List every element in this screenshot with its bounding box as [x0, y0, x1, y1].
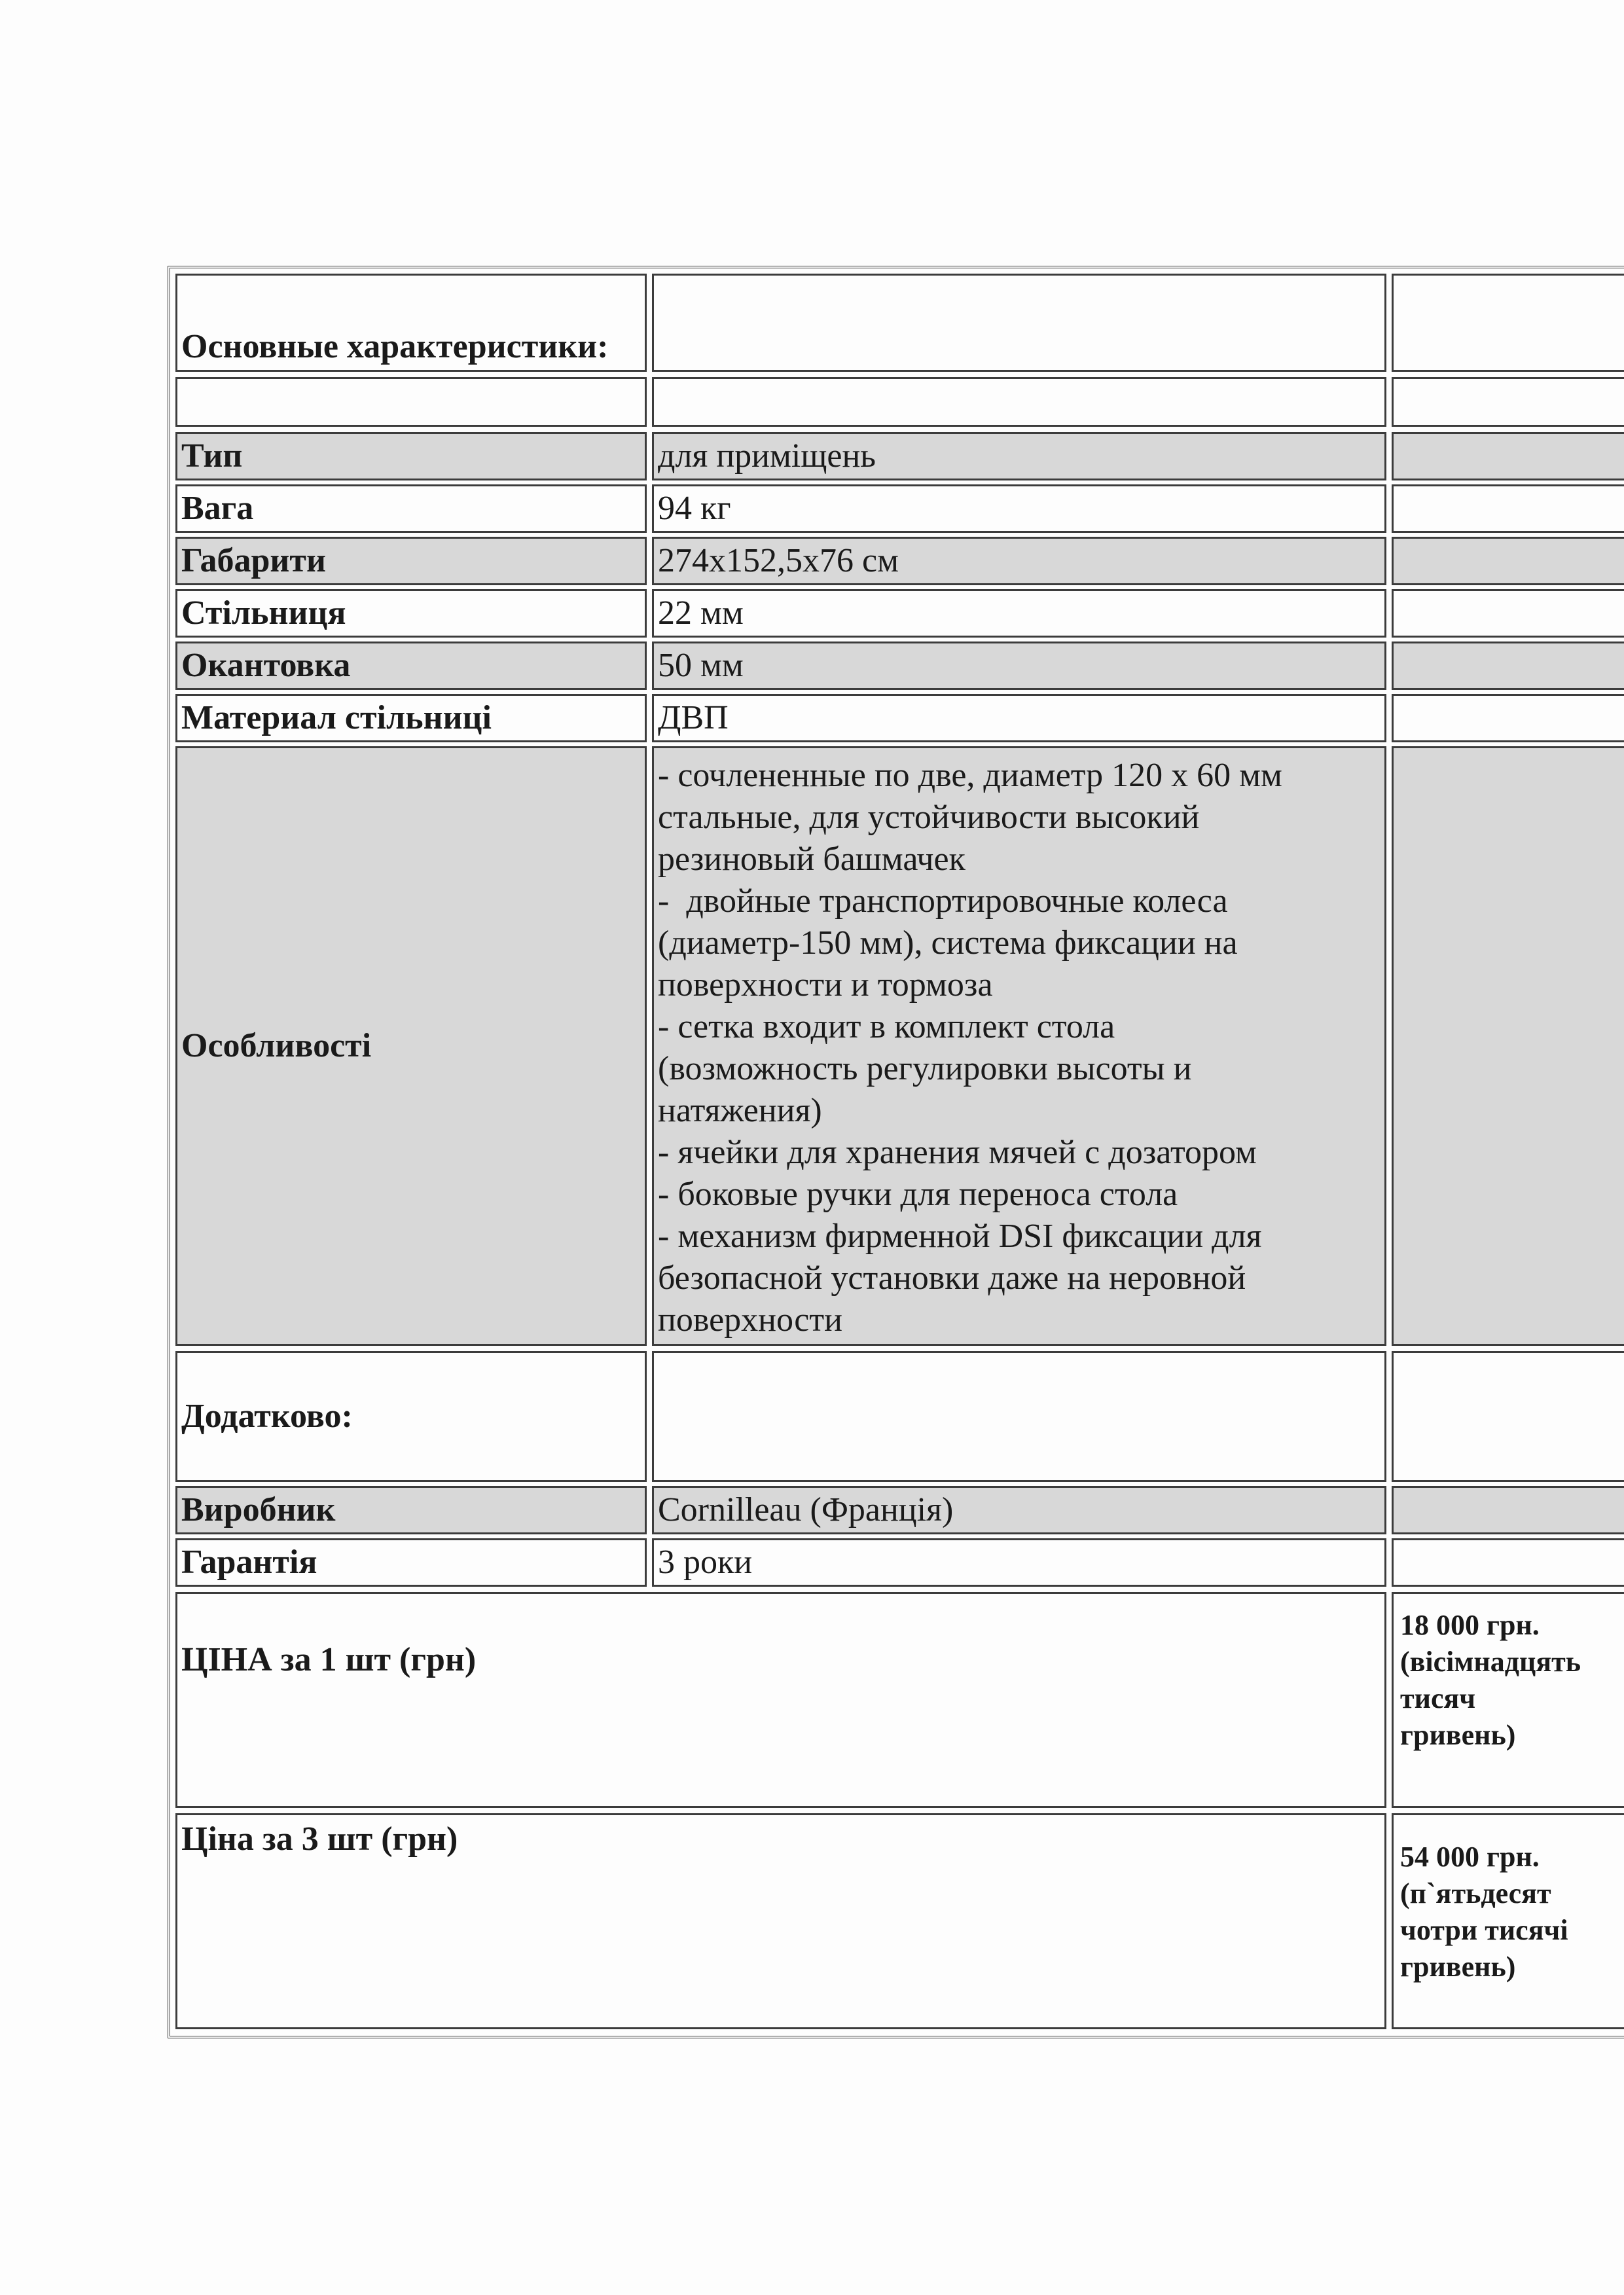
spec-label-text: Стільниця	[181, 594, 346, 632]
warranty-value: 3 роки	[658, 1544, 753, 1581]
price-3-label-cell	[175, 1813, 1386, 2029]
feature-line: безопасной установки даже на неровной	[658, 1259, 1246, 1297]
features-extra-cell	[1392, 746, 1624, 1346]
spec-label-dimensions	[175, 537, 647, 585]
feature-line: - сочлененные по две, диаметр 120 х 60 мм	[658, 757, 1282, 794]
header-value-cell	[652, 274, 1386, 372]
spec-value-material	[652, 694, 1386, 742]
spec-value-text: 274x152,5x76 см	[658, 542, 899, 579]
spec-label-tabletop	[175, 589, 647, 638]
spec-value-dimensions	[652, 537, 1386, 585]
feature-line: - ячейки для хранения мячей с дозатором	[658, 1134, 1257, 1171]
header-extra-cell	[1392, 274, 1624, 372]
feature-line: - двойные транспортировочные колеса	[658, 882, 1228, 920]
price-3-label: Ціна за 3 шт (грн)	[181, 1820, 458, 1858]
header-title: Основные характеристики:	[181, 328, 609, 365]
spec-label-material	[175, 694, 647, 742]
price-1-value-cell: 18 000 грн. (вісімнадцять тисяч гривень)	[1392, 1592, 1624, 1808]
spec-extra-type	[1392, 432, 1624, 480]
feature-line: (диаметр-150 мм), система фиксации на	[658, 924, 1238, 962]
spec-value-text: для приміщень	[658, 437, 876, 475]
spec-label-type	[175, 432, 647, 480]
empty-row-label	[175, 377, 647, 427]
feature-line: - боковые ручки для переноса стола	[658, 1176, 1178, 1213]
spec-value-type	[652, 432, 1386, 480]
extra-label-cell	[175, 1351, 647, 1482]
manufacturer-value-cell	[652, 1486, 1386, 1534]
feature-line: (возможность регулировки высоты и	[658, 1050, 1192, 1087]
spec-extra-material	[1392, 694, 1624, 742]
spec-value-text: 22 мм	[658, 594, 744, 632]
empty-row-extra	[1392, 377, 1624, 427]
extra-value-cell	[652, 1351, 1386, 1482]
extra-extra-cell	[1392, 1351, 1624, 1482]
feature-line: стальные, для устойчивости высокий	[658, 799, 1200, 836]
manufacturer-label-cell	[175, 1486, 647, 1534]
warranty-extra-cell	[1392, 1538, 1624, 1587]
features-list	[652, 746, 1386, 1346]
spec-value-weight	[652, 484, 1386, 533]
warranty-label-cell	[175, 1538, 647, 1587]
feature-line: - механизм фирменной DSI фиксации для	[658, 1218, 1262, 1255]
spec-label-weight	[175, 484, 647, 533]
spec-extra-dimensions	[1392, 537, 1624, 585]
feature-line: поверхности	[658, 1301, 842, 1339]
feature-line: натяжения)	[658, 1092, 822, 1129]
header-title-cell	[175, 274, 647, 372]
price-1-label: ЦІНА за 1 шт (грн)	[181, 1641, 477, 1678]
manufacturer-extra-cell	[1392, 1486, 1624, 1534]
features-label-cell	[175, 746, 647, 1346]
spec-label-text: Окантовка	[181, 647, 351, 684]
features-label: Особливості	[181, 1027, 372, 1064]
warranty-label: Гарантія	[181, 1544, 317, 1581]
manufacturer-value: Cornilleau (Франція)	[658, 1491, 954, 1528]
feature-line: поверхности и тормоза	[658, 966, 993, 1003]
feature-line: резиновый башмачек	[658, 840, 965, 878]
spec-value-text: 50 мм	[658, 647, 744, 684]
spec-value-tabletop	[652, 589, 1386, 638]
spec-label-edging	[175, 642, 647, 690]
spec-extra-edging	[1392, 642, 1624, 690]
spec-value-text: ДВП	[658, 699, 729, 736]
price-1-label-cell	[175, 1592, 1386, 1808]
spec-label-text: Тип	[181, 437, 243, 475]
warranty-value-cell	[652, 1538, 1386, 1587]
spec-extra-tabletop	[1392, 589, 1624, 638]
spec-label-text: Габарити	[181, 542, 326, 579]
spec-extra-weight	[1392, 484, 1624, 533]
price-3-value-cell: 54 000 грн. (п`ятьдесят чотри тисячі гривень)	[1392, 1813, 1624, 2029]
spec-label-text: Материал стільниці	[181, 699, 492, 736]
empty-row-value	[652, 377, 1386, 427]
specs-table	[168, 266, 1624, 2038]
feature-line: - сетка входит в комплект стола	[658, 1008, 1115, 1045]
spec-value-edging	[652, 642, 1386, 690]
spec-value-text: 94 кг	[658, 490, 731, 527]
manufacturer-label: Виробник	[181, 1491, 336, 1528]
extra-label: Додатково:	[181, 1398, 353, 1435]
spec-label-text: Вага	[181, 490, 254, 527]
